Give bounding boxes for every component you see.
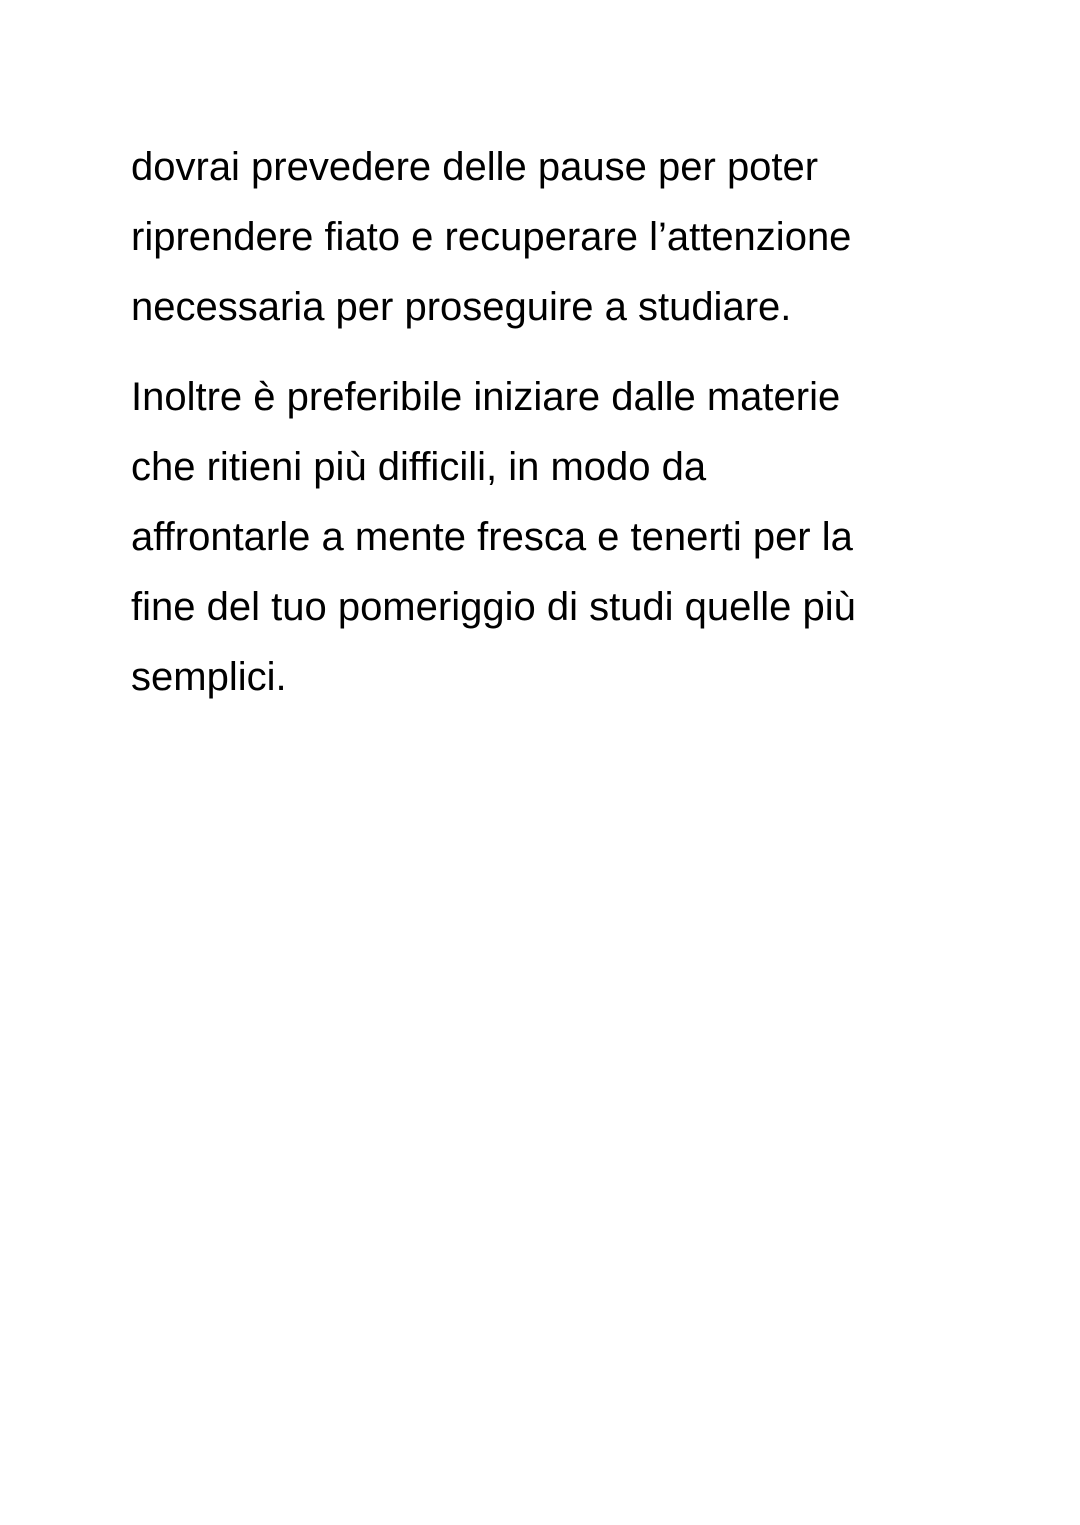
body-text — [131, 132, 1011, 712]
paragraph-2 — [131, 362, 1011, 712]
text-line: che ritieni più difficili, in modo da — [131, 445, 707, 489]
text-line: fine del tuo pomeriggio di studi quelle più — [131, 585, 856, 629]
paragraph-1 — [131, 132, 1011, 342]
text-line: riprendere fiato e recuperare l’attenzione — [131, 215, 852, 259]
text-line: dovrai prevedere delle pause per poter — [131, 145, 819, 189]
text-line: semplici. — [131, 655, 287, 699]
text-line: Inoltre è preferibile iniziare dalle materie — [131, 375, 841, 419]
text-line: necessaria per proseguire a studiare. — [131, 285, 792, 329]
text-line: affrontarle a mente fresca e tenerti per la — [131, 515, 853, 559]
